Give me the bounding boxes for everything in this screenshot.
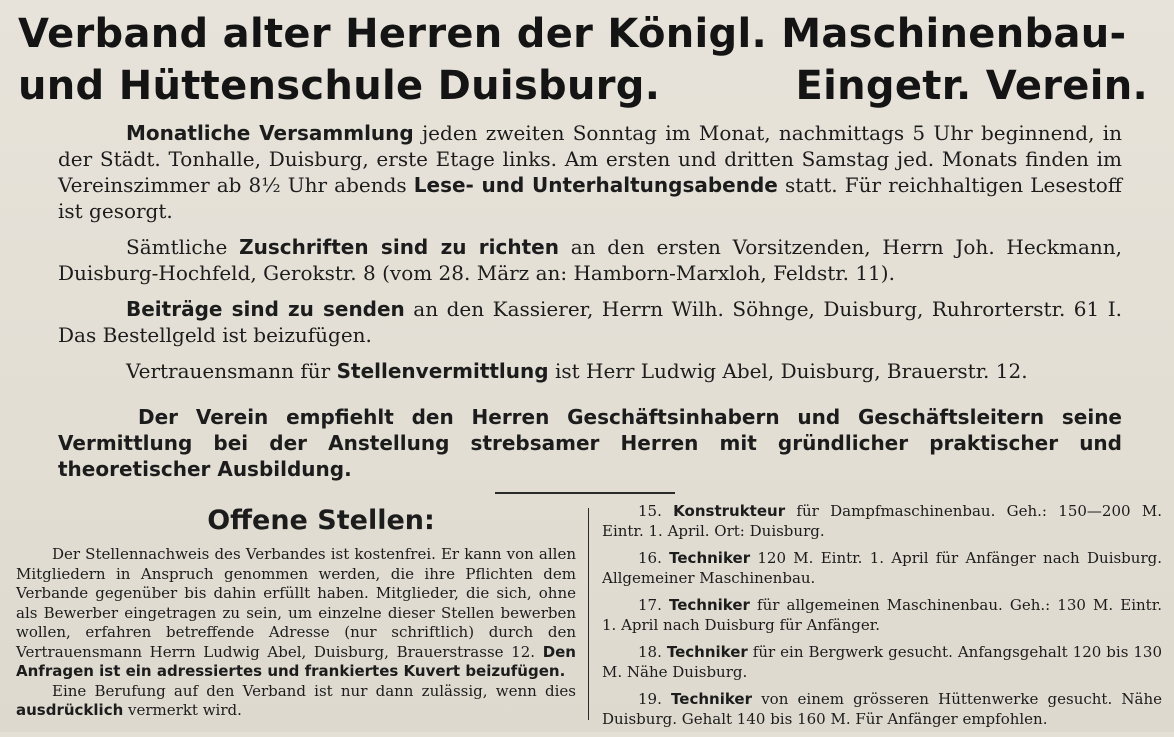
open-positions-intro — [16, 503, 576, 721]
open-positions-conditions: Der Stellennachweis des Verbandes ist kostenfrei. Er kann von allen Mitgliedern in Anspruch genommen werden, die ihre Pflichten dem Verbande gegenüber bis dahin erfüllt haben. Mitglieder, die sich, ohne als Bewerber eingetragen zu sein, um einzelne dieser Stellen bewerben wollen, erfahren betreffende Adresse (nur schriftlich) durch den Vertrauensmann Herrn Ludwig Abel, Duisburg, Brauerstrasse 12. — [16, 545, 576, 661]
fees-paragraph — [58, 296, 1122, 348]
meeting-paragraph — [58, 120, 1122, 224]
job-title: Techniker — [666, 643, 748, 661]
job-listing — [602, 643, 1162, 682]
job-listings — [602, 502, 1162, 737]
job-details: für ein Bergwerk gesucht. Anfangsgehalt 120 bis 130 M. Nähe Duisburg. — [602, 643, 1163, 681]
placement-keyword: Stellenvermittlung — [336, 359, 549, 383]
job-title: Techniker — [671, 690, 752, 708]
placement-paragraph — [58, 358, 1122, 384]
job-number: 15. — [638, 502, 674, 520]
meeting-text: jeden zweiten Sonntag im Monat, nachmittags 5 Uhr beginnend, in der Städt. Tonhalle, Duisburg, erste Etage links. Am ersten und dritten Samstag jed. Monats finden im Vereinszimmer ab 8½ Uhr abends — [58, 121, 1122, 197]
fees-keyword: Beiträge sind zu senden — [126, 297, 405, 321]
open-positions-title: Offene Stellen: — [207, 505, 435, 536]
page-headline — [18, 8, 1168, 112]
headline-school-name: und Hüttenschule Duisburg. — [18, 63, 661, 109]
fees-text: an den Kassierer, Herrn Wilh. Söhnge, Duisburg, Ruhrorterstr. 61 I. Das Bestellgeld ist beizufügen. — [58, 297, 1123, 347]
headline-line-2 — [18, 60, 1148, 112]
column-rule — [588, 508, 589, 720]
job-number: 16. — [638, 549, 670, 567]
job-listing — [602, 502, 1162, 541]
job-listing — [602, 549, 1162, 588]
correspondence-text-start: Sämtliche — [126, 235, 240, 259]
correspondence-paragraph — [58, 234, 1122, 286]
job-title: Konstrukteur — [673, 502, 786, 520]
reference-notice — [16, 682, 576, 721]
job-number: 17. — [638, 596, 669, 614]
headline-line-1: Verband alter Herren der Königl. Maschinenbau- — [18, 11, 1127, 57]
job-title: Techniker — [669, 549, 751, 567]
correspondence-keyword: Zuschriften sind zu richten — [239, 235, 559, 259]
meeting-keyword: Monatliche Versammlung — [126, 121, 414, 145]
job-listing — [602, 690, 1162, 729]
placement-text: ist Herr Ludwig Abel, Duisburg, Brauerstr. 12. — [548, 359, 1028, 383]
job-number: 18. — [638, 643, 667, 661]
announcement-body — [58, 120, 1122, 394]
job-details: für Dampfmaschinenbau. Geh.: 150—200 M. Eintr. 1. April. Ort: Duisburg. — [602, 502, 1162, 540]
open-positions-text — [16, 545, 576, 682]
job-details: für allgemeinen Maschinenbau. Geh.: 130 M. Eintr. 1. April nach Duisburg für Anfänger. — [602, 596, 1163, 634]
reference-keyword: ausdrücklich — [16, 701, 124, 719]
correspondence-text: an den ersten Vorsitzenden, Herrn Joh. Heckmann, Duisburg-Hochfeld, Gerokstr. 8 (vom 28. März an: Hamborn-Marxloh, Feldstr. 11). — [58, 235, 1123, 285]
section-divider — [495, 492, 675, 494]
meeting-text-end: statt. Für reichhaltigen Lesestoff ist gesorgt. — [58, 173, 1123, 223]
job-details: von einem grösseren Hüttenwerke gesucht. Nähe Duisburg. Gehalt 140 bis 160 M. Für Anfänger empfohlen. — [602, 690, 1162, 728]
headline-registered-association: Eingetr. Verein. — [795, 63, 1148, 109]
placement-text-start: Vertrauensmann für — [126, 359, 337, 383]
envelope-notice: Den Anfragen ist ein adressiertes und frankiertes Kuvert beizufügen. — [16, 642, 576, 680]
job-listing — [602, 596, 1162, 635]
job-number: 19. — [638, 690, 672, 708]
reading-evenings-keyword: Lese- und Unterhaltungsabende — [413, 173, 778, 197]
recommendation-paragraph: Der Verein empfiehlt den Herren Geschäftsinhabern und Geschäftsleitern seine Vermittlung bei der Anstellung strebsamer Herren mit gründlicher praktischer und theoretischer Ausbildung. — [58, 405, 1122, 481]
reference-text-end: vermerkt wird. — [123, 701, 242, 719]
reference-text-start: Eine Berufung auf den Verband ist nur dann zulässig, wenn dies — [52, 681, 576, 700]
job-title: Techniker — [668, 596, 750, 614]
job-details: 120 M. Eintr. 1. April für Anfänger nach Duisburg. Allgemeiner Maschinenbau. — [602, 549, 1162, 587]
